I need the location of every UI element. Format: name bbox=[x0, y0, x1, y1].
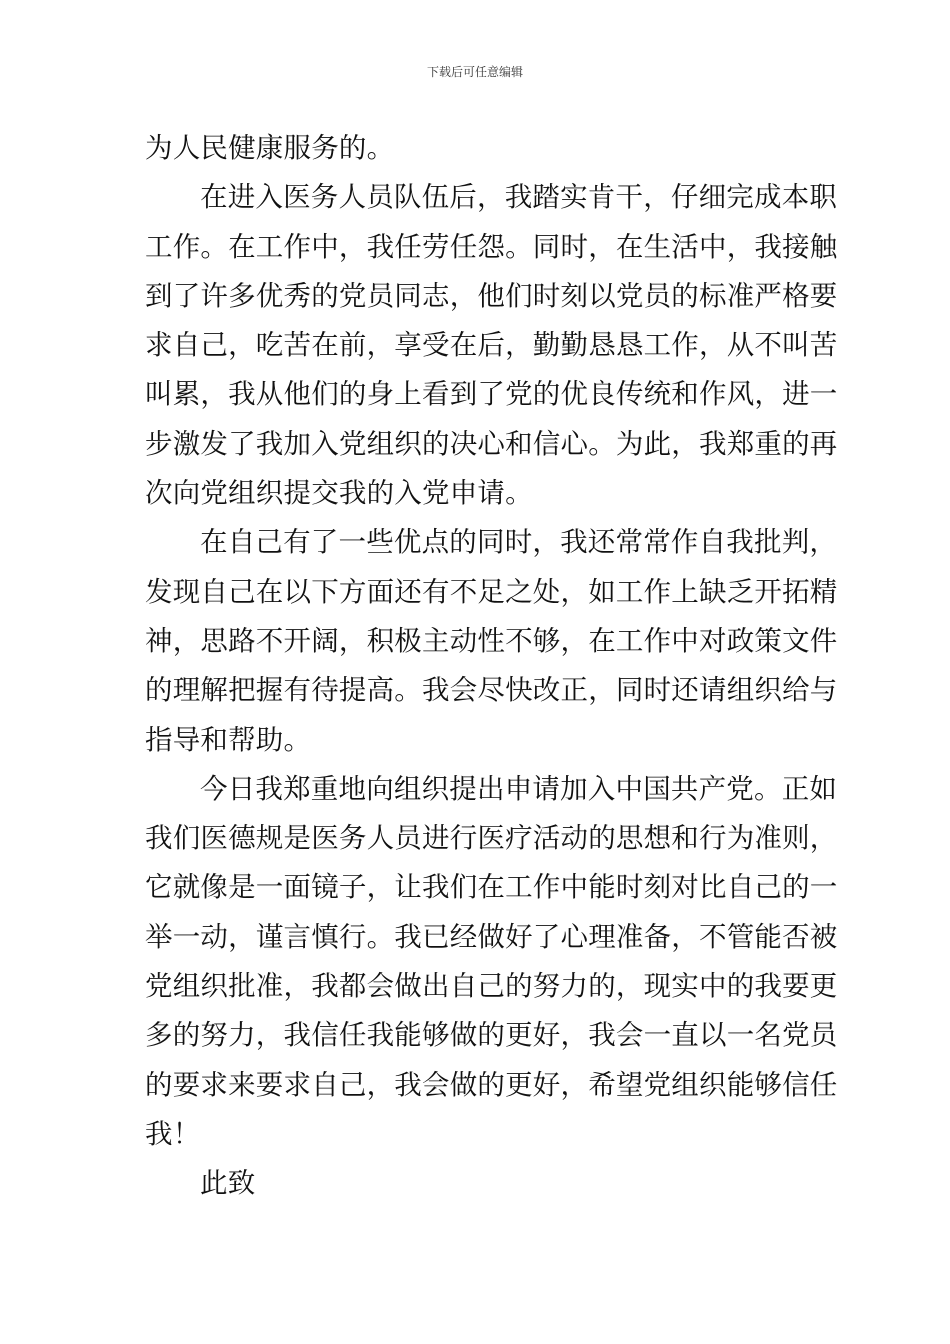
text-line: 步激发了我加入党组织的决心和信心。为此，我郑重的再 bbox=[145, 427, 838, 460]
text-line: 举一动，谨言慎行。我已经做好了心理准备，不管能否被 bbox=[145, 920, 838, 953]
text-line: 多的努力，我信任我能够做的更好，我会一直以一名党员 bbox=[145, 1019, 838, 1052]
text-line: 次向党组织提交我的入党申请。 bbox=[145, 477, 533, 510]
text-line: 它就像是一面镜子，让我们在工作中能时刻对比自己的一 bbox=[145, 871, 838, 904]
text-line: 求自己，吃苦在前，享受在后，勤勤恳恳工作，从不叫苦 bbox=[145, 329, 838, 362]
text-line: 发现自己在以下方面还有不足之处，如工作上缺乏开拓精 bbox=[145, 575, 838, 608]
text-line: 党组织批准，我都会做出自己的努力的，现实中的我要更 bbox=[145, 970, 838, 1003]
text-line: 我们医德规是医务人员进行医疗活动的思想和行为准则， bbox=[145, 822, 838, 855]
text-line: 的要求来要求自己，我会做的更好，希望党组织能够信任 bbox=[145, 1068, 838, 1101]
text-line: 在进入医务人员队伍后，我踏实肯干，仔细完成本职 bbox=[200, 181, 838, 214]
text-line: 工作。在工作中，我任劳任怨。同时，在生活中，我接触 bbox=[145, 230, 838, 263]
text-line: 为人民健康服务的。 bbox=[145, 132, 395, 164]
text-line: 我！ bbox=[145, 1117, 201, 1150]
text-line: 的理解把握有待提高。我会尽快改正，同时还请组织给与 bbox=[145, 674, 838, 707]
text-line: 在自己有了一些优点的同时，我还常常作自我批判， bbox=[200, 526, 838, 559]
text-line: 今日我郑重地向组织提出申请加入中国共产党。正如 bbox=[200, 772, 838, 805]
text-line: 叫累，我从他们的身上看到了党的优良传统和作风，进一 bbox=[145, 378, 838, 411]
document-body bbox=[145, 124, 838, 1209]
text-line: 指导和帮助。 bbox=[145, 723, 312, 756]
closing-salutation: 此致 bbox=[200, 1167, 256, 1200]
page-header-note: 下载后可任意编辑 bbox=[426, 65, 523, 79]
text-line: 到了许多优秀的党员同志，他们时刻以党员的标准严格要 bbox=[145, 279, 838, 312]
text-line: 神，思路不开阔，积极主动性不够，在工作中对政策文件 bbox=[145, 624, 838, 657]
